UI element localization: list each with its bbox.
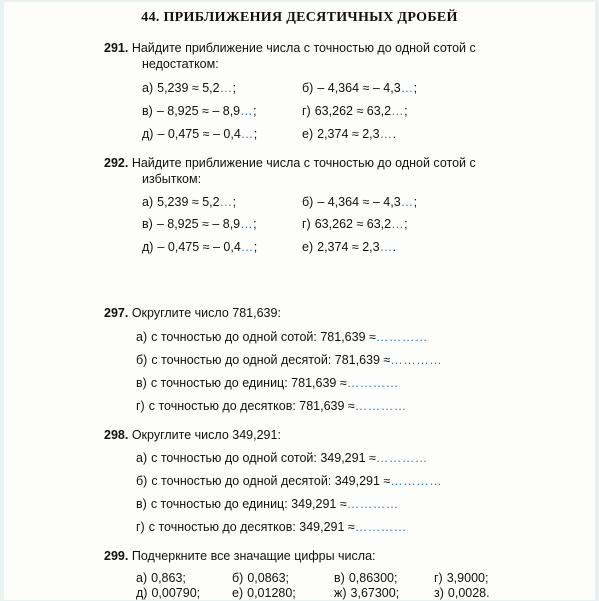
problem-297-statement [104, 305, 281, 321]
answer-blank[interactable]: ………… [346, 376, 399, 390]
problem-299-item[interactable]: в) 0,86300; [334, 571, 398, 585]
problem-298-item: а) с точностью до одной сотой: 349,291 ≈………… [136, 451, 428, 465]
problem-292-item: г) 63,262 ≈ 63,2…; [302, 217, 408, 231]
page-title: 44. ПРИБЛИЖЕНИЯ ДЕСЯТИЧНЫХ ДРОБЕЙ [141, 10, 458, 25]
problem-291-item: б) – 4,364 ≈ – 4,3…; [302, 81, 418, 95]
problem-298-statement [104, 427, 281, 443]
problem-291-statement [104, 40, 476, 56]
problem-299-item[interactable]: е) 0,01280; [232, 586, 296, 600]
problem-text: Найдите приближение числа с точностью до одной сотой с [131, 41, 476, 55]
answer-blank[interactable]: ………… [390, 474, 443, 488]
problem-297-item: г) с точностью до десятков: 781,639 ≈………… [136, 399, 407, 413]
problem-292-item: д) – 0,475 ≈ – 0,4…; [142, 240, 258, 254]
answer-blank[interactable]: … [400, 195, 414, 209]
problem-text: Округлите число 349,291: [131, 428, 281, 442]
problem-291-item: в) – 8,925 ≈ – 8,9…; [142, 104, 257, 118]
answer-blank[interactable]: ………… [354, 520, 407, 534]
problem-299-item[interactable]: д) 0,00790; [136, 586, 201, 600]
problem-text: Округлите число 781,639: [131, 306, 281, 320]
problem-291-item: г) 63,262 ≈ 63,2…; [302, 104, 408, 118]
problem-291-statement-cont: недостатком: [142, 57, 219, 71]
problem-number: 292. [104, 156, 129, 170]
problem-297-item: а) с точностью до одной сотой: 781,639 ≈………… [136, 330, 428, 344]
answer-blank[interactable]: … [240, 240, 254, 254]
problem-text: Найдите приближение числа с точностью до одной сотой с [131, 156, 476, 170]
answer-blank[interactable]: … [240, 127, 254, 141]
problem-292-item: в) – 8,925 ≈ – 8,9…; [142, 217, 257, 231]
answer-blank[interactable]: ………… [375, 451, 428, 465]
answer-blank[interactable]: ………… [390, 353, 443, 367]
problem-298-item: б) с точностью до одной десятой: 349,291 ≈………… [136, 474, 443, 488]
problem-297-item: в) с точностью до единиц: 781,639 ≈………… [136, 376, 399, 390]
problem-number: 297. [104, 306, 129, 320]
problem-298-item: г) с точностью до десятков: 349,291 ≈………… [136, 520, 407, 534]
answer-blank[interactable]: … [219, 81, 233, 95]
problem-292-statement-cont: избытком: [142, 172, 202, 186]
problem-number: 291. [104, 41, 129, 55]
answer-blank[interactable]: ………… [375, 330, 428, 344]
problem-292-item: е) 2,374 ≈ 2,3…. [302, 240, 397, 254]
problem-299-statement [104, 548, 376, 564]
problem-299-item[interactable]: ж) 3,67300; [334, 586, 400, 600]
answer-blank[interactable]: … [240, 217, 254, 231]
answer-blank[interactable]: … [391, 217, 405, 231]
problem-297-item: б) с точностью до одной десятой: 781,639 ≈………… [136, 353, 443, 367]
problem-292-item: а) 5,239 ≈ 5,2…; [142, 195, 237, 209]
answer-blank[interactable]: … [240, 104, 254, 118]
problem-number: 298. [104, 428, 129, 442]
answer-blank[interactable]: … [379, 240, 393, 254]
problem-text: Подчеркните все значащие цифры числа: [131, 549, 376, 563]
answer-blank[interactable]: … [391, 104, 405, 118]
worksheet-page [4, 2, 595, 600]
problem-291-item: а) 5,239 ≈ 5,2…; [142, 81, 237, 95]
problem-292-statement [104, 155, 476, 171]
problem-299-item[interactable]: а) 0,863; [136, 571, 186, 585]
problem-299-item[interactable]: г) 3,9000; [434, 571, 489, 585]
problem-299-item[interactable]: з) 0,0028. [434, 586, 490, 600]
answer-blank[interactable]: … [400, 81, 414, 95]
problem-298-item: в) с точностью до единиц: 349,291 ≈………… [136, 497, 399, 511]
answer-blank[interactable]: … [219, 195, 233, 209]
answer-blank[interactable]: ………… [346, 497, 399, 511]
answer-blank[interactable]: … [379, 127, 393, 141]
answer-blank[interactable]: ………… [354, 399, 407, 413]
problem-291-item: е) 2,374 ≈ 2,3…. [302, 127, 397, 141]
problem-291-item: д) – 0,475 ≈ – 0,4…; [142, 127, 258, 141]
problem-number: 299. [104, 549, 129, 563]
problem-299-item[interactable]: б) 0,0863; [232, 571, 290, 585]
problem-292-item: б) – 4,364 ≈ – 4,3…; [302, 195, 418, 209]
